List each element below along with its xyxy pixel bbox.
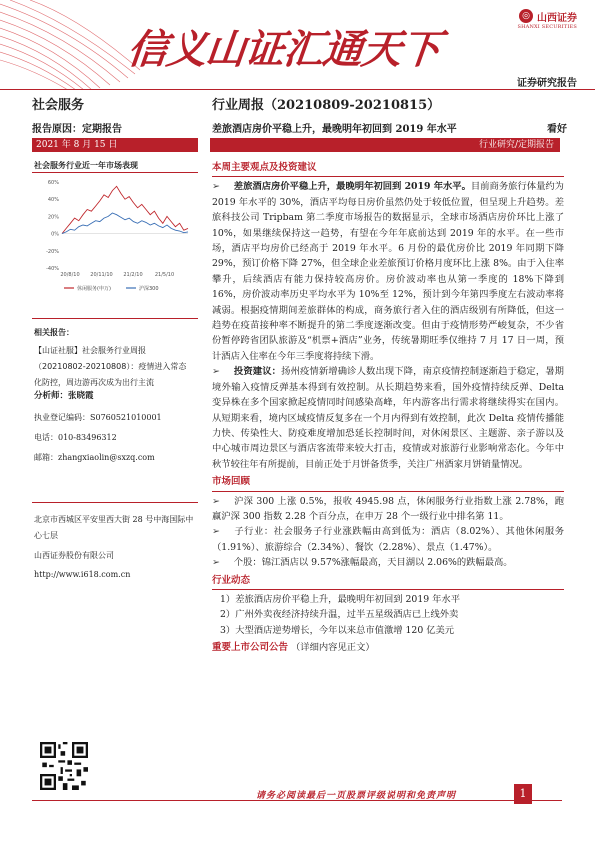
footer-rule (32, 800, 562, 801)
logo-english: SHANXI SECURITIES (517, 24, 577, 30)
logo-icon: ◎ (519, 9, 533, 23)
report-subtitle: 差旅酒店房价平稳上升，最晚明年初回到 2019 年水平 (212, 124, 457, 135)
y-tick-label: -20% (46, 248, 59, 255)
slogan: 信义山证汇通天下 (125, 26, 443, 73)
qr-code (40, 742, 88, 790)
news-item[interactable]: 3）大型酒店逆势增长，今年以来总市值激增 120 亿美元 (220, 624, 455, 636)
legend-label: 休闲服务(申万) (77, 286, 111, 292)
series-line (62, 213, 188, 234)
section-title-key-views: 本周主要观点及投资建议 (212, 162, 317, 173)
page-number: 1 (514, 784, 532, 804)
paragraph-investment-advice (212, 364, 564, 472)
news-item[interactable]: 2）广州外卖夜经济持续升温，过半五星级酒店已上线外卖 (220, 609, 459, 621)
announcements-note: （详细内容见正文） (290, 642, 375, 654)
x-tick-label: 20/8/10 (60, 272, 80, 278)
cert-number: 执业登记编码：S0760521010001 (34, 413, 162, 422)
paragraph-lead: 投资建议： (233, 366, 282, 378)
y-tick-label: 0% (51, 231, 59, 238)
market-item-subsector: ➢ 子行业：社会服务子行业涨跌幅由高到低为：酒店（8.02%）、其他休闲服务（1.91%）、旅游综合（2.34%）、餐饮（2.28%）、景点（1.47%）。 (212, 524, 564, 555)
related-reports-title: 相关报告： (34, 328, 74, 337)
section-title-market-review: 市场回顾 (212, 476, 251, 488)
disclaimer: 请务必阅读最后一页股票评级说明和免责声明 (256, 791, 457, 801)
market-item-index: ➢ 沪深 300 上涨 0.5%，报收 4945.98 点，休闲服务行业指数上涨 2.78%，跑赢沪深 300 指数 2.28 个百分点，在申万 28 个一级行业中排名第 11。 (212, 494, 564, 525)
paragraph-body: 目前商务旅行体量约为 2019 年水平的 30%，酒店平均每日房价虽然仍处于较低位置，但呈现上升趋势。差旅科技公司 Tripbam 第二季度市场报告的数据显示，全球市场酒店房价环比上涨了 10%，如果继续保持这一趋势，有望在今年年底前达到 2019 年的水平。在一些市场，酒店平均房价已经高于 2019 年水平。6 月份的最优房价比 2019 年同期下降 29%，预订价格下降 27%，但全球企业差旅预订价格月度环比上涨 8%。由于入住率攀升，后续酒店有能力保持较高房价。房价波动率也从第一季度的 18%下降到 16%，房价波动率历史平均水平为 10%至 12%，预计到今年第四季度左右波动率将减弱。根据疫情期间差旅群体的构成，商务旅行者入住的酒店级别有所降低，但这一趋势在疫苗接种率不断提升的第二季度逐渐改变。但由于疫情形势严峻复杂，不少省份暂停跨省团队旅游及“机票+酒店”业务，传统暑期旺季仅维持 7 月 17 日一周，预计酒店入住率在今年三季度将持续下滑。 (212, 181, 564, 362)
legend-label: 沪深300 (139, 286, 159, 292)
y-tick-label: 40% (47, 197, 59, 204)
x-tick-label: 21/5/10 (154, 272, 175, 278)
news-item[interactable]: 1）差旅酒店房价平稳上升，最晚明年初回到 2019 年水平 (220, 593, 461, 605)
paragraph-hotel-prices (212, 179, 564, 364)
report-reason: 报告原因：定期报告 (32, 124, 122, 135)
company-website[interactable]: http://www.i618.com.cn (34, 570, 131, 579)
analyst-name: 分析师：张晓霞 (34, 391, 94, 401)
section-title-industry-news: 行业动态 (212, 574, 251, 586)
related-report-link[interactable]: 【山证社服】社会服务行业周报（20210802-20210808）：疫情进入常态化防控，周边游再次成为出行主流 (34, 346, 187, 387)
report-type: 证券研究报告 (517, 78, 577, 89)
company-logo (517, 8, 577, 30)
chart-title: 社会服务行业近一年市场表现 (34, 160, 138, 170)
market-performance-chart (34, 176, 194, 296)
y-tick-label: -40% (46, 266, 59, 272)
company-name: 山西证券股份有限公司 (34, 551, 114, 560)
divider (32, 172, 198, 173)
paragraph-lead: 差旅酒店房价平稳上升，最晚明年初回到 2019 年水平。 (233, 181, 471, 193)
email[interactable]: 邮箱：zhangxiaolin@sxzq.com (34, 453, 155, 462)
x-tick-label: 20/11/10 (90, 272, 113, 278)
report-category: 行业研究/定期报告 (210, 138, 560, 152)
section-title-announcements: 重要上市公司公告 (212, 642, 289, 654)
divider (32, 318, 198, 319)
market-item-stocks: ➢ 个股：锦江酒店以 9.57%涨幅最高，天目湖以 2.06%的跌幅最高。 (212, 555, 564, 570)
x-tick-label: 21/2/10 (123, 272, 143, 278)
report-date: 2021 年 8 月 15 日 (32, 138, 198, 152)
y-tick-label: 60% (47, 180, 59, 186)
report-title: 行业周报（20210809-20210815） (212, 98, 441, 113)
sector-name: 社会服务 (32, 98, 85, 113)
main-content (212, 160, 564, 656)
rating: 看好 (547, 124, 567, 135)
y-tick-label: 20% (47, 214, 59, 221)
paragraph-body: 扬州疫情新增确诊人数出现下降，南京疫情控制逐渐趋于稳定，暑期境外输入疫情反弹基本得到有效控制。从长期趋势来看，国外疫情持续反弹、Delta 变异株在多个国家掀起疫情同时间感染高峰，年内游客出行需求将继续得实在国内。从短期来看，境内区域疫情反复多在一个月内得到有效控制，此次 Delta 疫情传播能力快、传染性大、防疫难度增加恐延长控制时间，对休闲景区、主题游、亲子游以及中心城市周边景区与酒店客流带来较大打击，疫情或对旅游行业影响常态化。今年中秋节较往年有所提前，目前正处于月饼备货季，关注广州酒家月饼销量情况。 (212, 366, 564, 470)
logo-text: 山西证券 (537, 12, 577, 24)
phone: 电话：010-83496312 (34, 433, 117, 442)
company-address: 北京市西城区平安里西大街 28 号中海国际中心七层 (34, 515, 194, 540)
divider (32, 502, 198, 503)
